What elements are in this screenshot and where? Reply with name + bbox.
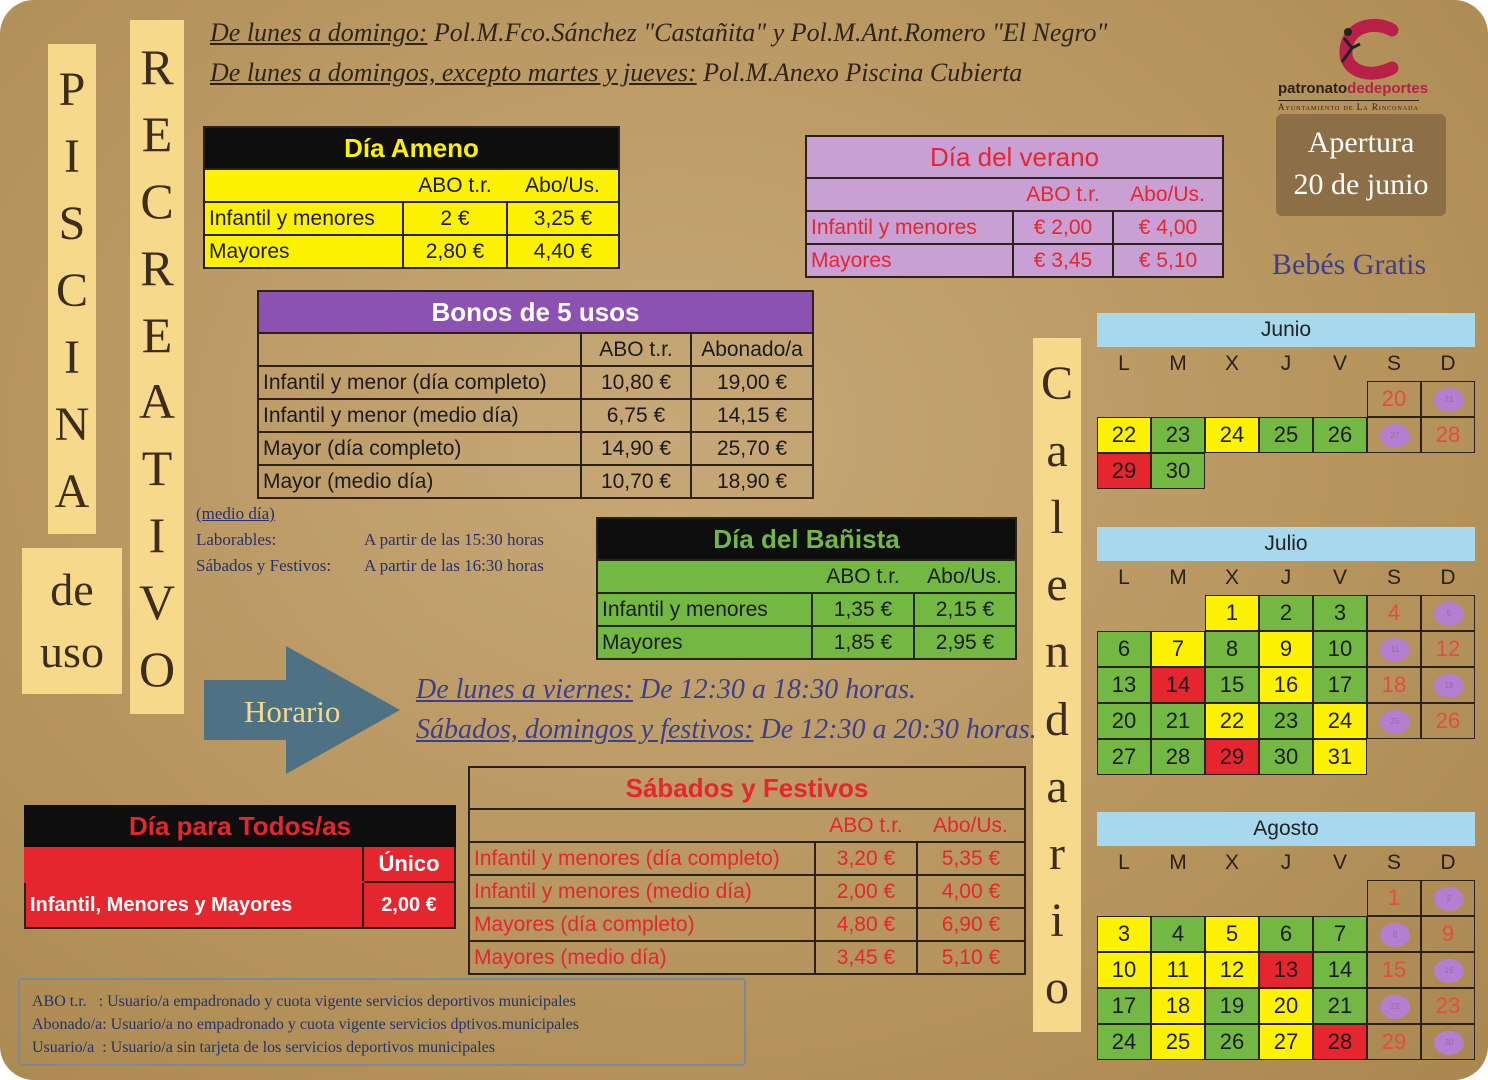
dia-ameno-col1: ABO t.r.: [403, 169, 507, 202]
day-cell: 9: [1421, 916, 1475, 952]
banista-title: Día del Bañista: [713, 523, 900, 554]
laborables-text: A partir de las 15:30 horas: [364, 530, 544, 549]
dia-ameno-row-a: 2 €: [403, 202, 507, 235]
bebes-gratis: Bebés Gratis: [1272, 248, 1427, 281]
day-cell: 23: [1259, 703, 1313, 739]
day-cell: 1: [1205, 595, 1259, 631]
dia-verano-title: Día del verano: [929, 141, 1100, 172]
bonos-row-b: 18,90 €: [691, 465, 813, 498]
calendar-month: [1097, 313, 1475, 489]
logo-subtitle: Ayuntamiento de La Rinconada: [1278, 102, 1419, 112]
month-name: Julio: [1097, 527, 1475, 561]
day-cell: 30: [1259, 739, 1313, 775]
todos-title: Día para Todos/as: [128, 810, 352, 841]
empty-cell: [1205, 381, 1259, 417]
sunday-blob: 11: [1380, 638, 1410, 662]
title-piscina: [48, 44, 96, 534]
day-cell: 12: [1205, 952, 1259, 988]
apertura-line2: 20 de junio: [1293, 168, 1429, 201]
recreativo-letter: V: [138, 574, 176, 630]
weekday-label: M: [1169, 851, 1187, 874]
horario-label: Horario: [244, 694, 341, 729]
empty-cell: [1259, 381, 1313, 417]
legend-line-3: Usuario/a : Usuario/a sin tarjeta de los servicios deportivos municipales: [32, 1039, 495, 1056]
day-cell: 10: [1097, 952, 1151, 988]
day-cell: 20: [1259, 988, 1313, 1024]
day-cell-sunday: [1421, 880, 1475, 916]
day-cell: 4: [1151, 916, 1205, 952]
month-name: Agosto: [1097, 812, 1475, 846]
header-line-2-text: Pol.M.Anexo Piscina Cubierta: [696, 58, 1023, 87]
day-cell-sunday: [1367, 703, 1421, 739]
day-cell: 15: [1367, 952, 1421, 988]
weekday-label: D: [1440, 851, 1456, 874]
calendario-letter: n: [1045, 625, 1069, 679]
day-cell-sunday: [1421, 595, 1475, 631]
legend-line-2: Abonado/a: Usuario/a no empadronado y cuota vigente servicios dptivos.municipales: [32, 1016, 579, 1033]
sabados-row-b: 5,10 €: [917, 941, 1025, 974]
day-cell: 22: [1097, 417, 1151, 453]
weekday-label: J: [1280, 566, 1292, 589]
recreativo-letter: R: [140, 39, 174, 95]
day-cell: 7: [1313, 916, 1367, 952]
dia-verano-table: [805, 135, 1224, 278]
todos-table: [24, 805, 456, 929]
apertura-box: [1276, 114, 1446, 216]
sunday-blob: 22: [1380, 995, 1410, 1019]
legend-box: [18, 978, 746, 1066]
sunday-blob: 16: [1434, 959, 1464, 983]
bonos-row-label: Infantil y menor (medio día): [258, 399, 581, 432]
empty-cell: [1151, 595, 1205, 631]
day-cell-sunday: [1367, 988, 1421, 1024]
header-line-2: [210, 58, 1022, 88]
banista-table: [596, 517, 1017, 660]
weekday-label: V: [1332, 566, 1347, 589]
sabados-text: A partir de las 16:30 horas: [364, 556, 544, 575]
day-cell-sunday: [1367, 631, 1421, 667]
bonos-row-label: Infantil y menor (día completo): [258, 366, 581, 399]
todos-label: Infantil, Menores y Mayores: [25, 882, 363, 928]
day-cell: 21: [1313, 988, 1367, 1024]
weekday-label: L: [1118, 851, 1130, 874]
dia-verano-row-a: € 3,45: [1013, 244, 1113, 277]
day-cell: 22: [1205, 703, 1259, 739]
day-cell: 3: [1313, 595, 1367, 631]
day-cell: 2: [1259, 595, 1313, 631]
bonos-title: Bonos de 5 usos: [431, 296, 640, 327]
piscina-letter: A: [54, 465, 90, 518]
weekday-label: X: [1224, 352, 1239, 375]
day-cell-sunday: [1367, 417, 1421, 453]
horario-line-2-text: De 12:30 a 20:30 horas.: [753, 714, 1037, 745]
sunday-blob: 27: [1380, 424, 1410, 448]
horario-line-1: [416, 674, 916, 706]
day-cell: 23: [1421, 988, 1475, 1024]
medio-dia-notes: [196, 501, 544, 579]
bonos-row-a: 10,70 €: [581, 465, 691, 498]
day-cell: 13: [1097, 667, 1151, 703]
recreativo-letter: I: [148, 507, 166, 564]
laborables-label: Laborables:: [196, 530, 277, 549]
sabados-col1: ABO t.r.: [815, 809, 917, 842]
horario-line-1-text: De 12:30 a 18:30 horas.: [632, 674, 917, 705]
sabados-row-a: 3,45 €: [815, 941, 917, 974]
dia-verano-row-b: € 4,00: [1113, 211, 1223, 244]
logo-text-b: de: [1347, 80, 1365, 97]
calendario-letter: l: [1050, 491, 1064, 545]
empty-cell: [1259, 880, 1313, 916]
header-line-1-text: Pol.M.Fco.Sánchez "Castañita" y Pol.M.Ant.Romero "El Negro": [427, 18, 1108, 47]
day-cell-sunday: [1421, 667, 1475, 703]
empty-cell: [1313, 381, 1367, 417]
day-cell: 4: [1367, 595, 1421, 631]
sabados-row-label: Mayores (medio día): [469, 941, 815, 974]
sabados-row-a: 2,00 €: [815, 875, 917, 908]
dia-ameno-row-a: 2,80 €: [403, 235, 507, 268]
header-line-1-label: De lunes a domingo:: [210, 18, 428, 47]
sabados-label: Sábados y Festivos:: [196, 556, 332, 575]
sabados-row-label: Infantil y menores (medio día): [469, 875, 815, 908]
day-cell: 20: [1097, 703, 1151, 739]
bonos-row-b: 14,15 €: [691, 399, 813, 432]
dia-ameno-title: Día Ameno: [344, 132, 479, 163]
calendar-month: [1097, 527, 1475, 775]
sunday-blob: 5: [1434, 602, 1464, 626]
day-cell: 17: [1097, 988, 1151, 1024]
day-cell: 27: [1097, 739, 1151, 775]
legend-line-1: ABO t.r. : Usuario/a empadronado y cuota vigente servicios deportivos municipales: [32, 993, 576, 1010]
sabados-row-label: Infantil y menores (día completo): [469, 842, 815, 875]
sabados-row-b: 4,00 €: [917, 875, 1025, 908]
title-uso: uso: [40, 626, 104, 677]
bonos-row-b: 19,00 €: [691, 366, 813, 399]
dia-ameno-row-label: Infantil y menores: [204, 202, 403, 235]
empty-cell: [1097, 595, 1151, 631]
day-cell: 24: [1313, 703, 1367, 739]
calendario-letter: C: [1040, 357, 1073, 410]
weekday-label: S: [1386, 352, 1401, 375]
day-cell: 25: [1259, 417, 1313, 453]
todos-price: 2,00 €: [363, 882, 455, 928]
weekday-label: M: [1169, 566, 1187, 589]
day-cell: 15: [1205, 667, 1259, 703]
dia-verano-row-a: € 2,00: [1013, 211, 1113, 244]
day-cell: 18: [1367, 667, 1421, 703]
weekday-label: X: [1224, 566, 1239, 589]
weekday-label: L: [1118, 352, 1130, 375]
day-cell: 31: [1313, 739, 1367, 775]
sabados-col2: Abo/Us.: [917, 809, 1025, 842]
day-cell: 26: [1313, 417, 1367, 453]
horario-line-1-label: De lunes a viernes:: [416, 674, 633, 705]
weekday-label: J: [1280, 352, 1292, 375]
logo-text-a: patronato: [1278, 80, 1348, 97]
piscina-letter: I: [64, 331, 80, 384]
calendario-letter: o: [1045, 960, 1069, 1014]
day-cell: 24: [1205, 417, 1259, 453]
banista-col1: ABO t.r.: [812, 560, 914, 593]
day-cell: 11: [1151, 952, 1205, 988]
empty-cell: [1151, 381, 1205, 417]
sunday-blob: 21: [1434, 388, 1464, 412]
dia-verano-row-b: € 5,10: [1113, 244, 1223, 277]
day-cell: 6: [1097, 631, 1151, 667]
day-cell: 28: [1313, 1024, 1367, 1060]
weekday-label: X: [1224, 851, 1239, 874]
empty-cell: [1151, 880, 1205, 916]
sabados-row-a: 4,80 €: [815, 908, 917, 941]
bonos-row-b: 25,70 €: [691, 432, 813, 465]
month-name: Junio: [1097, 313, 1475, 347]
weekday-label: V: [1332, 352, 1347, 375]
dia-ameno-col2: Abo/Us.: [507, 169, 619, 202]
sunday-blob: 25: [1380, 710, 1410, 734]
dia-verano-row-label: Infantil y menores: [806, 211, 1013, 244]
day-cell: 17: [1313, 667, 1367, 703]
recreativo-letter: T: [141, 440, 173, 497]
day-cell: 27: [1259, 1024, 1313, 1060]
banista-row-a: 1,85 €: [812, 626, 914, 659]
sabados-title: Sábados y Festivos: [625, 772, 869, 803]
calendario-letter: e: [1046, 558, 1068, 612]
day-cell: 28: [1151, 739, 1205, 775]
day-cell: 16: [1259, 667, 1313, 703]
weekday-label: D: [1440, 352, 1456, 375]
dia-ameno-row-b: 4,40 €: [507, 235, 619, 268]
calendario-letter: a: [1046, 759, 1068, 813]
day-cell: 26: [1205, 1024, 1259, 1060]
banista-row-label: Infantil y menores: [597, 593, 812, 626]
weekday-header: [1097, 846, 1475, 880]
weekday-label: M: [1169, 352, 1187, 375]
piscina-letter: S: [58, 197, 86, 250]
bonos-row-label: Mayor (medio día): [258, 465, 581, 498]
logo-text-c: deportes: [1364, 80, 1429, 97]
day-cell: 30: [1151, 453, 1205, 489]
day-cell: 18: [1151, 988, 1205, 1024]
calendario-letter: r: [1049, 826, 1065, 880]
day-cell: 8: [1205, 631, 1259, 667]
banista-row-label: Mayores: [597, 626, 812, 659]
weekday-label: V: [1332, 851, 1347, 874]
empty-cell: [1313, 880, 1367, 916]
calendario-letter: a: [1046, 424, 1068, 478]
day-cell-sunday: [1421, 381, 1475, 417]
bonos-row-a: 14,90 €: [581, 432, 691, 465]
banista-row-b: 2,95 €: [914, 626, 1016, 659]
recreativo-letter: A: [138, 373, 176, 430]
day-cell: 14: [1313, 952, 1367, 988]
dia-verano-col1: ABO t.r.: [1013, 178, 1113, 211]
dia-ameno-row-label: Mayores: [204, 235, 403, 268]
day-cell: 20: [1367, 381, 1421, 417]
day-cell: 29: [1205, 739, 1259, 775]
sunday-blob: 2: [1434, 887, 1464, 911]
sunday-blob: 8: [1380, 923, 1410, 947]
bonos-row-label: Mayor (día completo): [258, 432, 581, 465]
title-calendario: [1033, 338, 1081, 1032]
horario-line-2-label: Sábados, domingos y festivos:: [416, 714, 754, 745]
sabados-row-a: 3,20 €: [815, 842, 917, 875]
piscina-letter: I: [64, 130, 80, 183]
day-cell: 28: [1421, 417, 1475, 453]
day-cell-sunday: [1367, 916, 1421, 952]
weekday-label: S: [1386, 851, 1401, 874]
day-cell: 3: [1097, 916, 1151, 952]
empty-cell: [1097, 381, 1151, 417]
dia-verano-col2: Abo/Us.: [1113, 178, 1223, 211]
day-cell: 7: [1151, 631, 1205, 667]
calendario-letter: d: [1045, 692, 1069, 746]
day-cell: 21: [1151, 703, 1205, 739]
sabados-table: [468, 766, 1026, 975]
bonos-col1: ABO t.r.: [581, 333, 691, 366]
medio-dia-title: (medio día): [196, 504, 275, 523]
day-cell: 1: [1367, 880, 1421, 916]
bonos-col2: Abonado/a: [691, 333, 813, 366]
day-cell: 5: [1205, 916, 1259, 952]
patronato-logo: [1278, 18, 1448, 114]
day-cell: 12: [1421, 631, 1475, 667]
day-cell-sunday: [1421, 1024, 1475, 1060]
day-cell: 26: [1421, 703, 1475, 739]
piscina-letter: C: [55, 264, 88, 317]
weekday-header: [1097, 347, 1475, 381]
dia-verano-row-label: Mayores: [806, 244, 1013, 277]
bonos-row-a: 10,80 €: [581, 366, 691, 399]
day-cell: 19: [1205, 988, 1259, 1024]
sabados-row-b: 5,35 €: [917, 842, 1025, 875]
empty-cell: [1205, 880, 1259, 916]
piscina-letter: N: [54, 398, 90, 451]
sabados-row-label: Mayores (día completo): [469, 908, 815, 941]
day-cell: 23: [1151, 417, 1205, 453]
day-cell: 29: [1097, 453, 1151, 489]
dia-ameno-table: [203, 126, 620, 269]
todos-col: Único: [363, 846, 455, 882]
weekday-label: D: [1440, 566, 1456, 589]
day-cell: 25: [1151, 1024, 1205, 1060]
recreativo-letter: R: [140, 239, 174, 296]
recreativo-letter: E: [141, 105, 173, 162]
title-de-uso: [22, 548, 122, 694]
weekday-header: [1097, 561, 1475, 595]
calendar-month: [1097, 812, 1475, 1060]
title-recreativo: [130, 20, 184, 714]
day-cell: 6: [1259, 916, 1313, 952]
weekday-label: S: [1386, 566, 1401, 589]
banista-row-a: 1,35 €: [812, 593, 914, 626]
sunday-blob: 19: [1434, 674, 1464, 698]
empty-cell: [1097, 880, 1151, 916]
day-cell: 13: [1259, 952, 1313, 988]
weekday-label: J: [1280, 851, 1292, 874]
weekday-label: L: [1118, 566, 1130, 589]
day-cell: 24: [1097, 1024, 1151, 1060]
banista-row-b: 2,15 €: [914, 593, 1016, 626]
day-cell-sunday: [1421, 952, 1475, 988]
header-line-2-label: De lunes a domingos, excepto martes y jueves:: [210, 58, 697, 87]
day-cell: 10: [1313, 631, 1367, 667]
banista-col2: Abo/Us.: [914, 560, 1016, 593]
bonos-table: [257, 290, 814, 499]
day-cell: 9: [1259, 631, 1313, 667]
recreativo-letter: E: [141, 306, 173, 363]
recreativo-letter: O: [138, 640, 176, 697]
dia-ameno-row-b: 3,25 €: [507, 202, 619, 235]
bonos-row-a: 6,75 €: [581, 399, 691, 432]
day-cell: 14: [1151, 667, 1205, 703]
apertura-line1: Apertura: [1307, 126, 1415, 159]
recreativo-letter: C: [140, 172, 174, 229]
day-cell: 29: [1367, 1024, 1421, 1060]
sabados-row-b: 6,90 €: [917, 908, 1025, 941]
piscina-letter: P: [58, 63, 86, 116]
title-de: de: [50, 564, 94, 615]
horario-line-2: [416, 714, 1037, 746]
logo-mark-icon: [1322, 18, 1412, 80]
calendario-letter: i: [1050, 893, 1064, 947]
sunday-blob: 30: [1434, 1031, 1464, 1055]
header-line-1: [210, 18, 1107, 48]
